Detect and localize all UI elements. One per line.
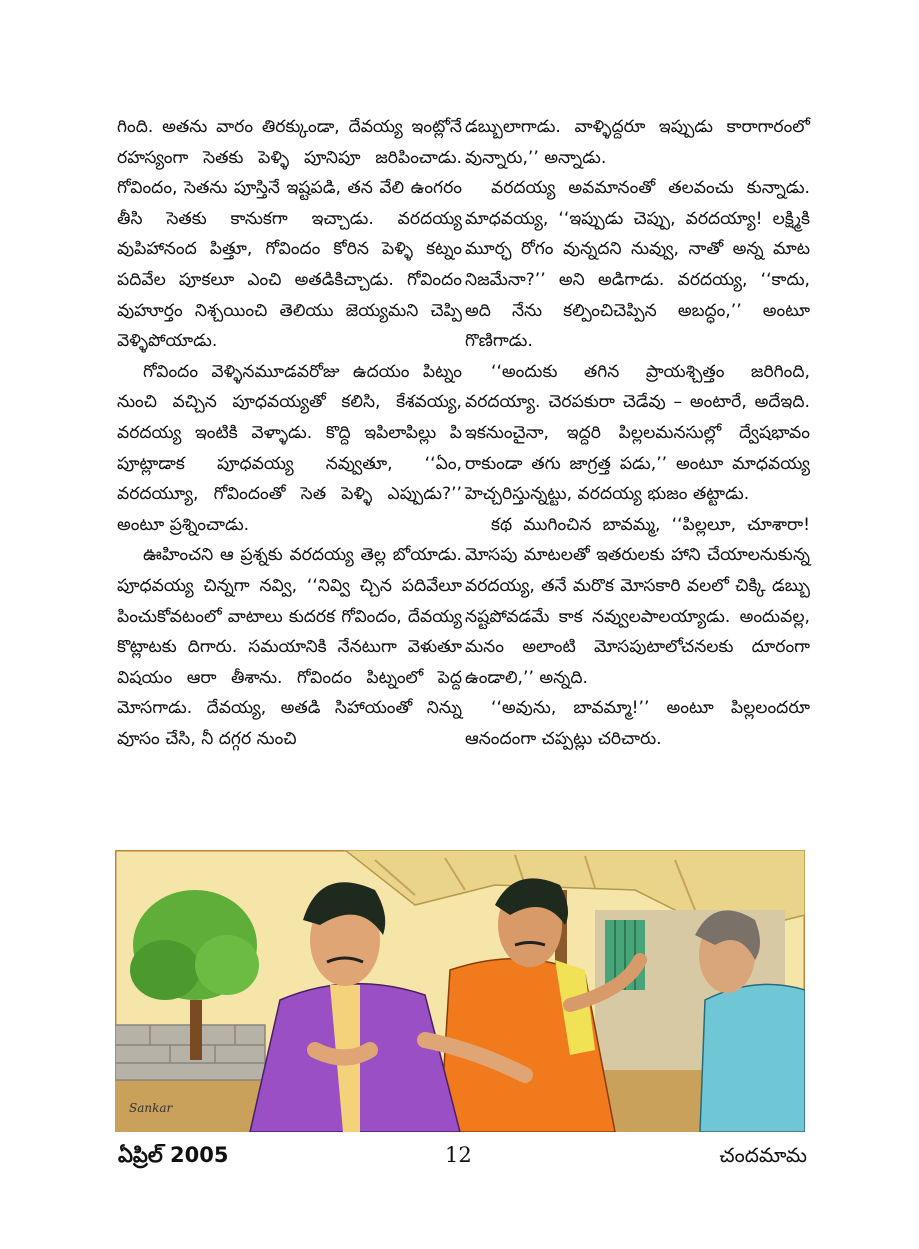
issue-date: ఏప్రిల్ 2005 xyxy=(118,1143,229,1167)
artist-signature: Sankar xyxy=(129,1101,173,1115)
paragraph: ‘‘అవును, బావమ్మా!’’ అంటూ పిల్లలందరూ ఆనందంగా చప్పట్లు చరిచారు. xyxy=(465,698,810,749)
paragraph: ‘‘అందుకు తగిన ప్రాయశ్చిత్తం జరిగింది, వరదయ్యా. చెరపకురా చెడేవు – అంటారే, అదేఇది. ఇకనుంచైనా, ఇద్దరి పిల్లలమనసుల్లో ద్వేషభావం రాకుండా తగు జాగ్రత్త పడు,’’ అంటూ మాధవయ్య హెచ్చరిస్తున్నట్టు, వరదయ్య భుజం తట్టాడు. xyxy=(465,361,810,505)
right-column xyxy=(465,112,810,754)
paragraph: డబ్బులాగాడు. వాళ్ళిద్దరూ ఇప్పుడు కారాగారంలో వున్నారు,’’ అన్నాడు. xyxy=(465,117,810,168)
paragraph: వరదయ్య అవమానంతో తలవంచు కున్నాడు. మాధవయ్య, ‘‘ఇప్పుడు చెప్పు, వరదయ్యా! లక్ష్మికి మూర్ఛ రోగం వున్నదని నువ్వు, నాతో అన్న మాట నిజమేనా?’’ అని అడిగాడు. వరదయ్య, ‘‘కాదు, అది నేను కల్పించిచెప్పిన అబద్ధం,’’ అంటూ గొణిగాడు. xyxy=(465,178,810,352)
paragraph: గోవిందం వెళ్ళినమూడవరోజు ఉదయం పిట్నం నుంచి వచ్చిన పూధవయ్యతో కలిసి, కేశవయ్య, వరదయ్య ఇంటికి వెళ్ళాడు. కొద్ది ఇపిలాపిల్లు పి పూట్లాడాక పూధవయ్య నవ్వుతూ, ‘‘ఏం, వరదయ్యూ, గోవిందంతో సెత పెళ్ళి ఎప్పుడు?’’ అంటూ ప్రశ్నించాడు. xyxy=(117,361,462,535)
paragraph: ఊహించని ఆ ప్రశ్నకు వరదయ్య తెల్ల బోయాడు. పూధవయ్య చిన్నగా నవ్వి, ‘‘నివ్వి చ్చిన పదివేలూ పించుకోవటంలో వాటాలు కుదరక గోవిందం, దేవయ్య కొట్లాటకు దిగారు. సమయానికి నేనటుగా వెళుతూ విషయం ఆరా తీశాను. గోవిందం పిట్నంలో పెద్ద మోసగాడు. దేవయ్య, అతడి సిహాయంతో నిన్ను వూసం చేసి, నీ దగ్గర నుంచి xyxy=(117,545,462,749)
paragraph: కథ ముగించిన బావమ్మ, ‘‘పిల్లలూ, చూశారా! మోసపు మాటలతో ఇతరులకు హాని చేయాలనుకున్న వరదయ్య, తనే మరొక మోసకారి వలలో చిక్కి డబ్బు నష్టపోవడమే కాక నవ్వులపాలయ్యాడు. అందువల్ల, మనం అలాంటి మోసపుటాలోచనలకు దూరంగా ఉండాలి,’’ అన్నది. xyxy=(465,514,810,688)
story-illustration xyxy=(115,850,805,1132)
paragraph: గింది. అతను వారం తిరక్కుండా, దేవయ్య ఇంట్లోనే రహస్యంగా సెతకు పెళ్ళి పూనిపూ జరిపించాడు. గోవిందం, సెతను పూస్తినే ఇష్టపడి, తన వేలి ఉంగరం తీసి సెతకు కానుకగా ఇచ్చాడు. వరదయ్య వుపిహానంద పిత్తూ, గోవిందం కోరిన పెళ్ళి కట్నం పదివేల పూకలూ ఎంచి అతడికిచ్చాడు. గోవిందం వుహూర్తం నిశ్చయించి తెలియు జెయ్యమని చెప్పి వెళ్ళిపోయాడు. xyxy=(117,117,462,352)
left-column xyxy=(117,112,462,754)
page-number: 12 xyxy=(445,1143,472,1167)
magazine-name: చందమామ xyxy=(719,1143,807,1167)
